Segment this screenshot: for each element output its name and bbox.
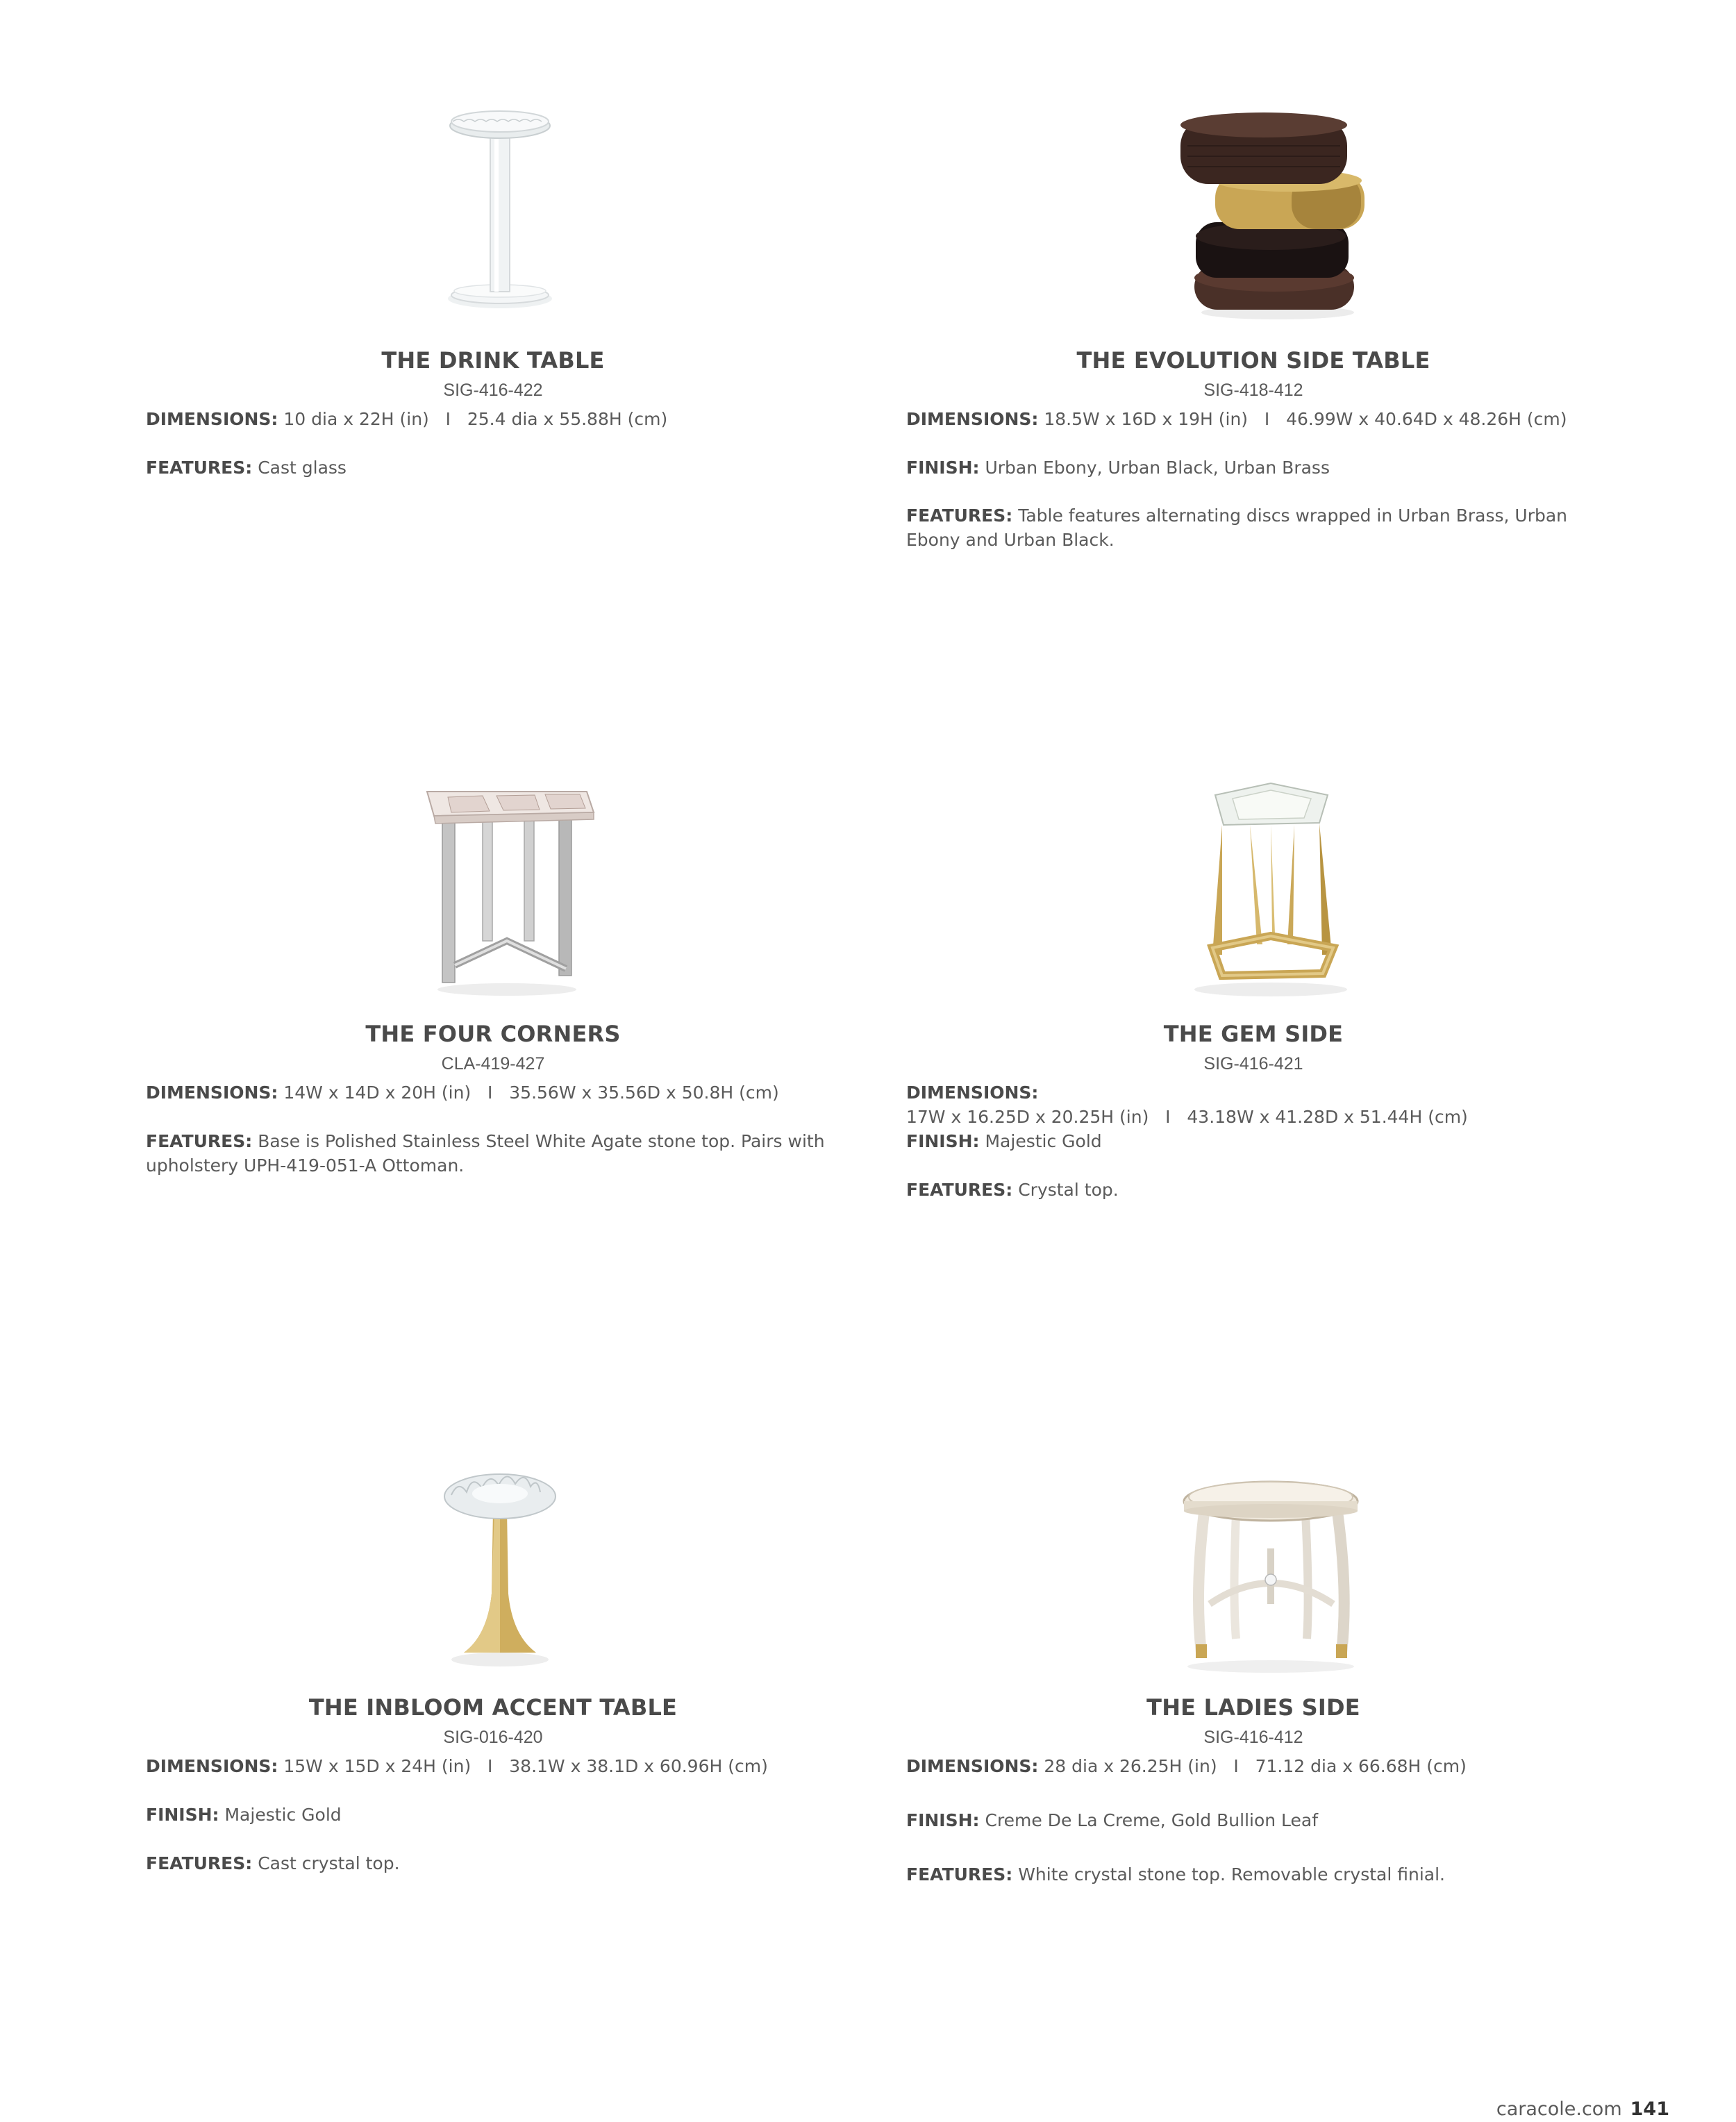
- features-line: [146, 1129, 840, 1178]
- features-line: [146, 1851, 840, 1875]
- product-sku: SIG-416-422: [443, 381, 543, 400]
- product-title: THE FOUR CORNERS: [365, 1021, 621, 1047]
- product-sku: SIG-416-421: [1203, 1054, 1303, 1073]
- page-footer: [1496, 2098, 1669, 2120]
- dimensions-line: [146, 1080, 840, 1105]
- ladies-side-image: [1146, 1458, 1396, 1687]
- features-line: [906, 503, 1601, 552]
- features-line: [146, 456, 840, 480]
- dimensions-line: [906, 1754, 1601, 1778]
- finish-value: Creme De La Creme, Gold Bullion Leaf: [985, 1810, 1319, 1830]
- finish-label: FINISH:: [906, 458, 980, 478]
- product-sku: SIG-416-412: [1203, 1728, 1303, 1747]
- dimensions-label: DIMENSIONS:: [146, 1756, 278, 1776]
- dimensions-label: DIMENSIONS:: [146, 409, 278, 429]
- features-value: Table features alternating discs wrapped in Urban Brass, Urban Ebony and Urban Black.: [906, 506, 1568, 550]
- features-label: FEATURES:: [906, 1864, 1013, 1885]
- dimensions-label: DIMENSIONS:: [906, 1083, 1039, 1103]
- finish-value: Majestic Gold: [224, 1805, 342, 1825]
- features-label: FEATURES:: [906, 506, 1013, 526]
- footer-site-link[interactable]: caracole.com: [1496, 2098, 1622, 2120]
- evolution-side-table-image: [1146, 104, 1396, 333]
- finish-line: [906, 456, 1601, 480]
- dimensions-label: DIMENSIONS:: [906, 409, 1039, 429]
- dimensions-value: 15W x 15D x 24H (in) I 38.1W x 38.1D x 60.96H (cm): [283, 1756, 768, 1776]
- dimensions-value: 28 dia x 26.25H (in) I 71.12 dia x 66.68H (cm): [1044, 1756, 1467, 1776]
- finish-label: FINISH:: [146, 1805, 219, 1825]
- product-title: THE DRINK TABLE: [381, 347, 605, 374]
- page-number: 141: [1630, 2098, 1669, 2120]
- finish-line: [906, 1808, 1601, 1832]
- dimensions-value: 10 dia x 22H (in) I 25.4 dia x 55.88H (cm): [283, 409, 668, 429]
- finish-label: FINISH:: [906, 1810, 980, 1830]
- features-label: FEATURES:: [146, 1853, 253, 1873]
- product-sku: SIG-418-412: [1203, 381, 1303, 400]
- dimensions-value: 18.5W x 16D x 19H (in) I 46.99W x 40.64D x 48.26H (cm): [1044, 409, 1567, 429]
- features-value: Cast glass: [258, 458, 347, 478]
- features-label: FEATURES:: [906, 1180, 1013, 1200]
- finish-value: Urban Ebony, Urban Black, Urban Brass: [985, 458, 1330, 478]
- dimensions-label: DIMENSIONS:: [906, 1756, 1039, 1776]
- four-corners-image: [385, 778, 635, 1007]
- features-value: White crystal stone top. Removable crystal finial.: [1018, 1864, 1445, 1885]
- finish-value: Majestic Gold: [985, 1131, 1102, 1151]
- dimensions-line: [906, 407, 1601, 431]
- product-title: THE INBLOOM ACCENT TABLE: [308, 1694, 678, 1721]
- product-sku: SIG-016-420: [443, 1728, 543, 1747]
- dimensions-label: DIMENSIONS:: [146, 1083, 278, 1103]
- finish-label: FINISH:: [906, 1131, 980, 1151]
- features-label: FEATURES:: [146, 458, 253, 478]
- features-line: [906, 1178, 1601, 1202]
- features-value: Crystal top.: [1018, 1180, 1119, 1200]
- drink-table-image: [375, 94, 625, 323]
- finish-line: [906, 1129, 1601, 1153]
- product-title: THE LADIES SIDE: [1146, 1694, 1360, 1721]
- product-sku: CLA-419-427: [441, 1054, 545, 1073]
- features-label: FEATURES:: [146, 1131, 253, 1151]
- features-line: [906, 1862, 1601, 1887]
- inbloom-accent-table-image: [375, 1455, 625, 1684]
- features-value: Base is Polished Stainless Steel White Agate stone top. Pairs with upholstery UPH-419-051-A Ottoman.: [146, 1131, 825, 1176]
- features-value: Cast crystal top.: [258, 1853, 400, 1873]
- dimensions-value: 14W x 14D x 20H (in) I 35.56W x 35.56D x 50.8H (cm): [283, 1083, 779, 1103]
- finish-line: [146, 1803, 840, 1827]
- dimensions-line: [906, 1080, 1601, 1129]
- dimensions-value: 17W x 16.25D x 20.25H (in) I 43.18W x 41.28D x 51.44H (cm): [906, 1107, 1468, 1127]
- dimensions-line: [146, 1754, 840, 1778]
- gem-side-image: [1146, 778, 1396, 1007]
- product-title: THE GEM SIDE: [1163, 1021, 1344, 1047]
- product-title: THE EVOLUTION SIDE TABLE: [1076, 347, 1430, 374]
- dimensions-line: [146, 407, 840, 431]
